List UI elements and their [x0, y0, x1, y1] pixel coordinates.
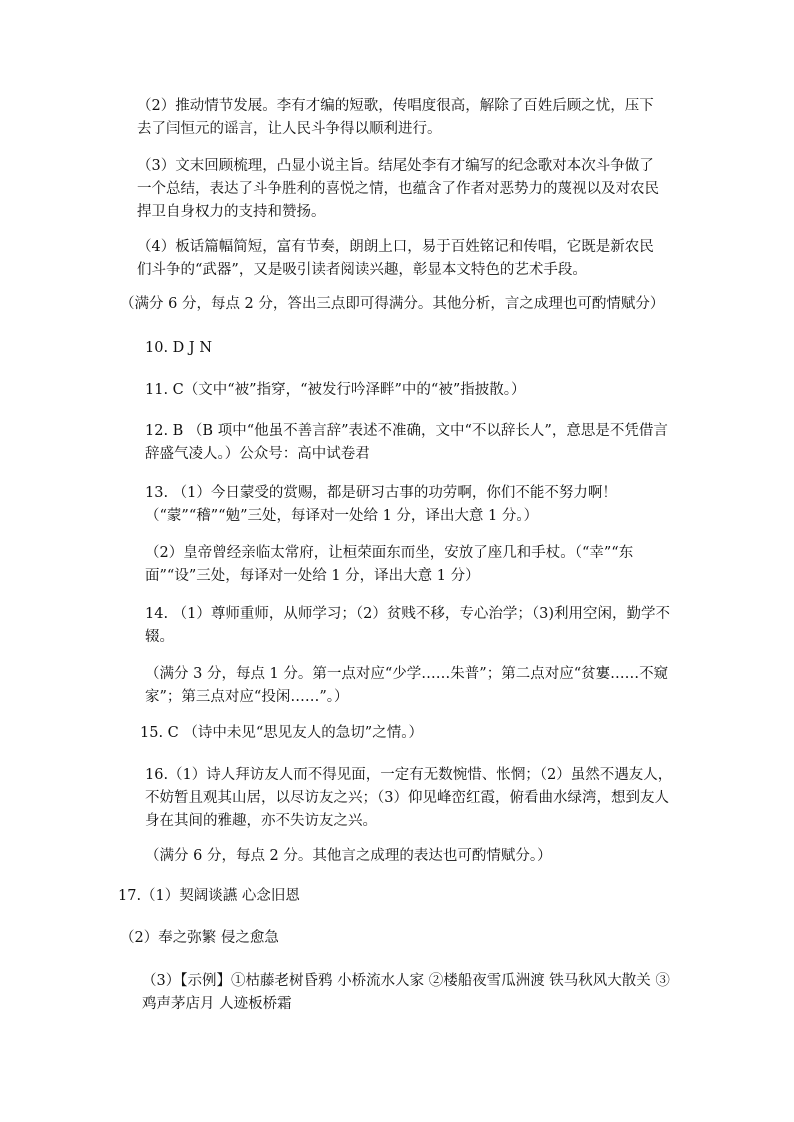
answer-16: 16.（1）诗人拜访友人而不得见面，一定有无数惋惜、怅惘；（2）虽然不遇友人，不妨暂且观其山居，以尽访友之兴；（3）仰见峰峦红霞，俯看曲水绿湾，想到友人身在其间的雅趣，亦不失访友之兴。: [145, 767, 673, 829]
answer-14: 14. （1）尊师重师，从师学习；（2）贫贱不移，专心治学；（3)利用空闲，勤学不辍。: [145, 606, 670, 645]
answer-9-point-2: （2）推动情节发展。李有才编的短歌，传唱度很高，解除了百姓后顾之忧，压下去了闫恒元的谣言，让人民斗争得以顺利进行。: [137, 98, 654, 137]
answer-16-scoring-note: （满分 6 分，每点 2 分。其他言之成理的表达也可酌情赋分。）: [145, 848, 552, 864]
answer-14-scoring-note: （满分 3 分，每点 1 分。第一点对应“少学……朱普”；第二点对应“贫寠……不窥家”；第三点对应“投闲……”。）: [145, 666, 669, 705]
answer-12: 12. B （B 项中“他虽不善言辞”表述不准确，文中“不以辞长人”，意思是不凭借言辞盛气凌人。）公众号：高中试卷君: [145, 423, 668, 462]
answer-15: 15. C （诗中未见“思见友人的急切”之情。）: [140, 725, 423, 741]
answer-13-part-1: 13. （1）今日蒙受的赏赐，都是研习古事的功劳啊，你们不能不努力啊！（“蒙”“稽”“勉”三处，每译对一处给 1 分，译出大意 1 分。）: [145, 485, 617, 524]
answer-9-scoring-note: （满分 6 分，每点 2 分，答出三点即可得满分。其他分析，言之成理也可酌情赋分）: [120, 296, 665, 312]
answer-17-part-3: （3）【示例】①枯藤老树昏鸦 小桥流水人家 ②楼船夜雪瓜洲渡 铁马秋风大散关 ③鸡声茅店月 人迹板桥霜: [142, 973, 670, 1012]
answer-9-point-3: （3）文末回顾梳理，凸显小说主旨。结尾处李有才编写的纪念歌对本次斗争做了一个总结，表达了斗争胜利的喜悦之情，也蕴含了作者对恶势力的蔑视以及对农民捍卫自身权力的支持和赞扬。: [137, 158, 659, 220]
answer-17-part-2: （2）奉之弥繁 侵之愈急: [120, 930, 279, 946]
answer-10: 10. D J N: [145, 340, 213, 356]
answer-13-part-2: （2）皇帝曾经亲临太常府，让桓荣面东而坐，安放了座几和手杖。（“幸”“东面”“设”三处，每译对一处给 1 分，译出大意 1 分）: [145, 545, 634, 584]
answer-11: 11. C（文中“被”指穿，“被发行吟泽畔”中的“被”指披散。）: [145, 382, 526, 398]
answer-9-point-4: （4）板话篇幅简短，富有节奏，朗朗上口，易于百姓铭记和传唱，它既是新农民们斗争的“武器”，又是吸引读者阅读兴趣，彰显本文特色的艺术手段。: [137, 239, 654, 278]
answer-17-part-1: 17.（1）契阔谈讌 心念旧恩: [118, 888, 300, 904]
